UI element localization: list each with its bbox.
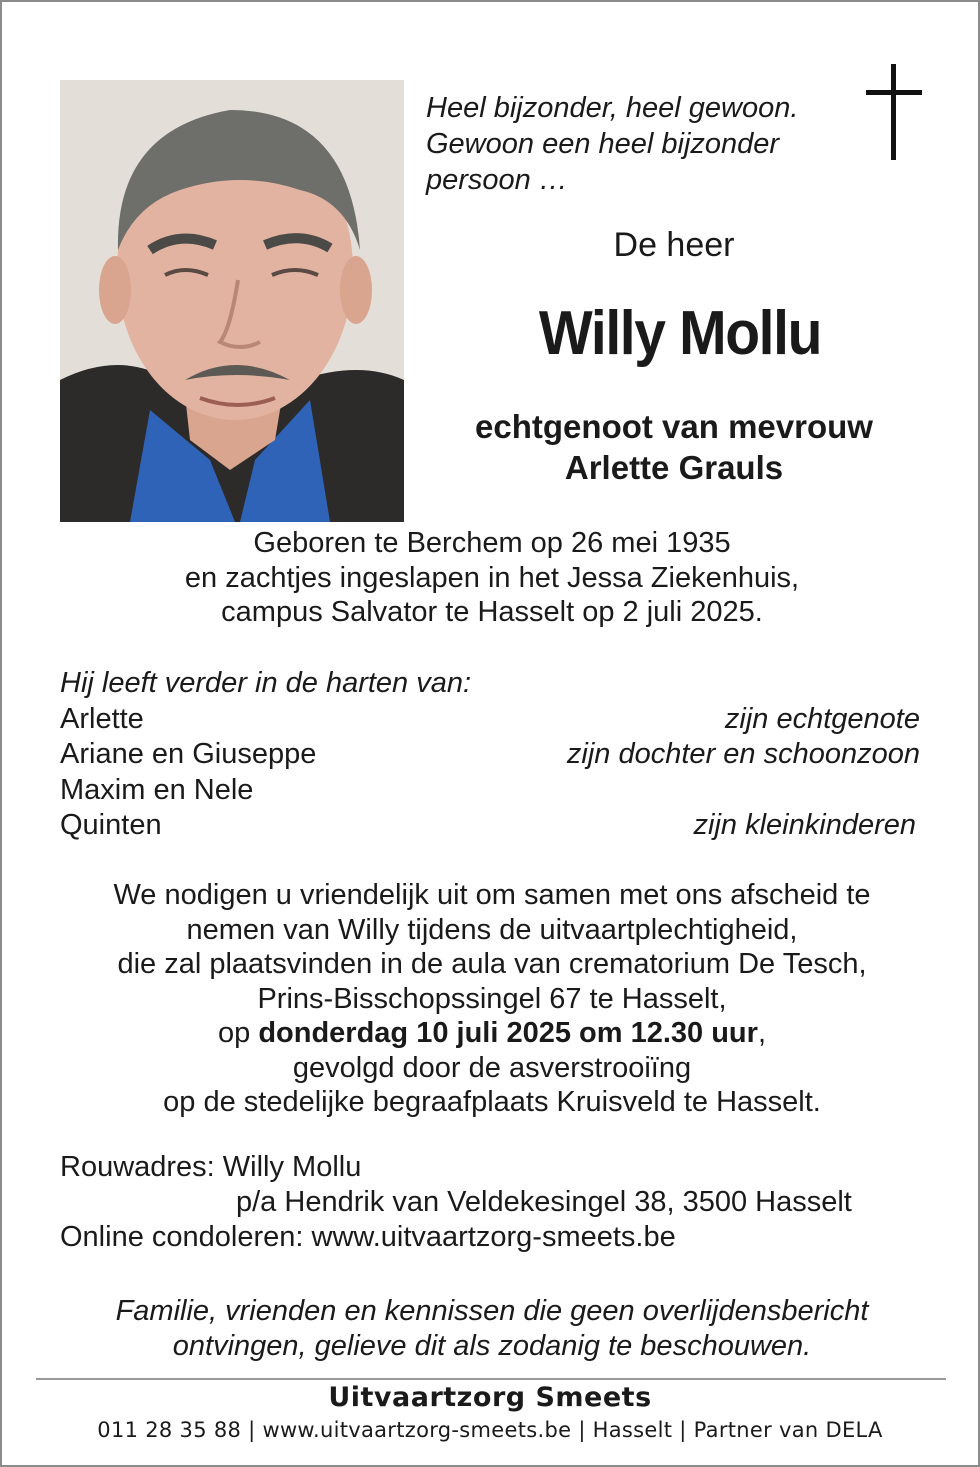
family-row xyxy=(60,737,920,773)
family-row xyxy=(60,702,920,738)
invite-line: Prins-Bisschopssingel 67 te Hasselt, xyxy=(257,982,727,1015)
honorific: De heer xyxy=(613,226,735,264)
address-label: Rouwadres: Willy Mollu xyxy=(60,1151,362,1183)
deceased-name: Willy Mollu xyxy=(538,299,822,368)
invite-line: op de stedelijke begraafplaats Kruisveld te Hasselt. xyxy=(163,1086,821,1118)
family-heading: Hij leeft verder in de harten van: xyxy=(60,667,472,699)
family-row xyxy=(60,808,920,844)
spouse-info xyxy=(422,406,926,488)
family-names: Maxim en Nele xyxy=(60,773,254,806)
quote-line: Gewoon een heel bijzonder xyxy=(426,128,780,160)
death-place-line: campus Salvator te Hasselt op 2 juli 2025. xyxy=(221,596,763,628)
online-condolence[interactable]: Online condoleren: www.uitvaartzorg-smeets.be xyxy=(60,1221,676,1253)
family-relation: zijn dochter en schoonzoon xyxy=(566,738,920,770)
invite-line: nemen van Willy tijdens de uitvaartplechtigheid, xyxy=(186,913,798,946)
quote-line: Heel bijzonder, heel gewoon. xyxy=(426,92,799,124)
family-names: Quinten xyxy=(60,809,162,841)
spouse-name: Arlette Grauls xyxy=(564,449,784,486)
opening-quote xyxy=(426,90,846,198)
invite-line: We nodigen u vriendelijk uit om samen met ons afscheid te xyxy=(113,879,871,911)
note-line: ontvingen, gelieve dit als zodanig te beschouwen. xyxy=(172,1329,812,1362)
family-relation: zijn echtgenote xyxy=(724,702,920,735)
notice-note xyxy=(42,1294,942,1363)
ceremony-datetime xyxy=(42,1016,942,1051)
family-names: Ariane en Giuseppe xyxy=(60,738,317,770)
datetime-suffix: , xyxy=(757,1017,766,1049)
birth-death-info xyxy=(42,526,942,630)
quote-line: persoon … xyxy=(426,164,568,196)
family-names: Arlette xyxy=(60,702,144,735)
funeral-invitation xyxy=(42,878,942,1120)
portrait-illustration xyxy=(60,80,404,522)
family-list xyxy=(60,666,920,844)
datetime-prefix: op xyxy=(217,1017,259,1049)
portrait-photo xyxy=(60,80,404,522)
family-relation: zijn kleinkinderen xyxy=(693,809,916,841)
footer-divider xyxy=(36,1378,946,1380)
invite-line: die zal plaatsvinden in de aula van crematorium De Tesch, xyxy=(117,948,867,980)
company-name: Uitvaartzorg Smeets xyxy=(328,1382,652,1413)
birth-line: Geboren te Berchem op 26 mei 1935 xyxy=(253,527,731,559)
mourning-address xyxy=(60,1150,920,1255)
datetime-bold: donderdag 10 juli 2025 om 12.30 uur xyxy=(258,1017,758,1049)
death-line: en zachtjes ingeslapen in het Jessa Ziekenhuis, xyxy=(184,561,800,594)
note-line: Familie, vrienden en kennissen die geen overlijdensbericht xyxy=(115,1295,869,1327)
company-contact: 011 28 35 88 | www.uitvaartzorg-smeets.be | Hasselt | Partner van DELA xyxy=(97,1418,883,1442)
cross-icon xyxy=(864,64,924,162)
invite-line: gevolgd door de asverstrooiïng xyxy=(292,1051,692,1084)
spouse-line: echtgenoot van mevrouw xyxy=(475,408,873,445)
family-row xyxy=(60,773,920,809)
address-line: p/a Hendrik van Veldekesingel 38, 3500 Hasselt xyxy=(236,1186,852,1218)
